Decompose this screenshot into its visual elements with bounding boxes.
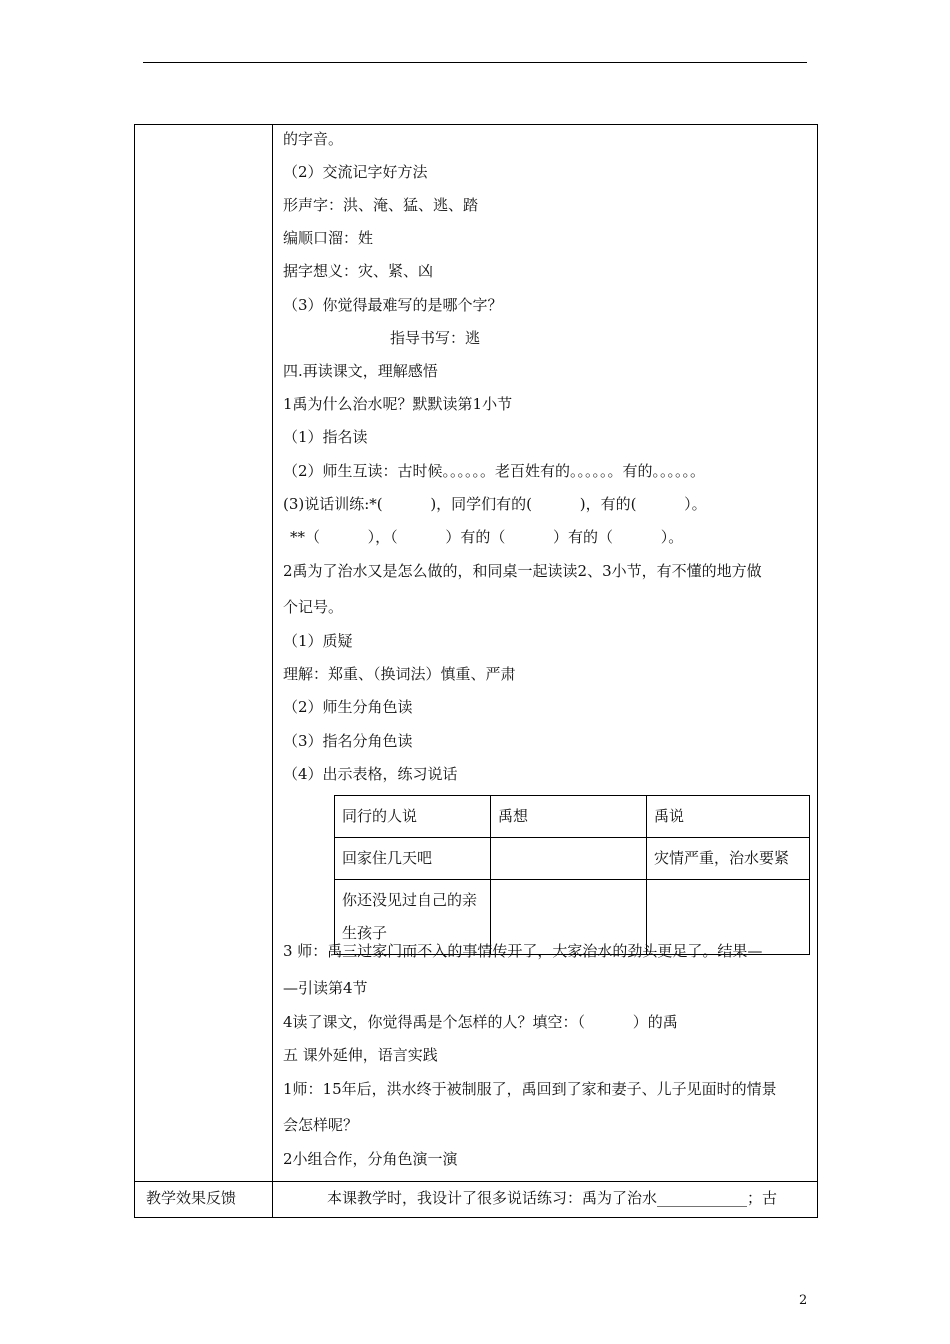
section-heading: 五 课外延伸，语言实践 bbox=[283, 1046, 438, 1064]
text-line: （2）师生分角色读 bbox=[283, 698, 413, 716]
dialogue-practice-table bbox=[334, 795, 810, 955]
text-line: 个记号。 bbox=[283, 598, 344, 616]
text-line: 1禹为什么治水呢？默默读第1小节 bbox=[283, 395, 513, 413]
text-line: （2）交流记字好方法 bbox=[283, 163, 428, 181]
text-line: 理解：郑重、（换词法）慎重、严肃 bbox=[283, 665, 516, 683]
text-line: 的字音。 bbox=[283, 130, 344, 148]
table-cell: 回家住几天吧 bbox=[335, 838, 491, 880]
table-row bbox=[335, 796, 810, 838]
text-line: 据字想义：灾、紧、凶 bbox=[283, 262, 434, 280]
text-line: 形声字：洪、淹、猛、逃、踏 bbox=[283, 196, 479, 214]
text-line: 3 师：禹三过家门而不入的事情传开了，大家治水的劲头更足了。结果— bbox=[283, 942, 763, 960]
table-cell: 你还没见过自己的亲生孩子 bbox=[335, 880, 491, 955]
text-line: 编顺口溜：姓 bbox=[283, 229, 374, 247]
text-line: —引读第4节 bbox=[283, 979, 368, 997]
table-header-cell: 同行的人说 bbox=[335, 796, 491, 838]
table-cell bbox=[491, 838, 647, 880]
text-line: 4读了课文，你觉得禹是个怎样的人？填空：（ ）的禹 bbox=[283, 1013, 678, 1031]
page-number: 2 bbox=[799, 1293, 808, 1308]
text-line: （4）出示表格，练习说话 bbox=[283, 765, 458, 783]
text-line: （3）指名分角色读 bbox=[283, 732, 413, 750]
table-header-cell: 禹说 bbox=[647, 796, 810, 838]
feedback-row-divider bbox=[134, 1181, 818, 1182]
text-line: **（ ），（ ）有的（ ）有的（ ）。 bbox=[290, 528, 684, 546]
table-header-cell: 禹想 bbox=[491, 796, 647, 838]
text-line: （2）师生互读：古时候。。。。。。老百姓有的。。。。。。有的。。。。。。 bbox=[283, 462, 706, 480]
feedback-label: 教学效果反馈 bbox=[146, 1189, 237, 1207]
text-line: （1）指名读 bbox=[283, 428, 368, 446]
header-rule bbox=[143, 62, 807, 63]
text-line: （3）你觉得最难写的是哪个字？ bbox=[283, 296, 503, 314]
text-line: (3)说话训练:*( )，同学们有的( )，有的( ）。 bbox=[283, 495, 707, 513]
section-heading: 四.再读课文，理解感悟 bbox=[283, 362, 438, 380]
column-divider bbox=[272, 124, 273, 1218]
feedback-text: 本课教学时，我设计了很多说话练习：禹为了治水____________；古 bbox=[327, 1189, 778, 1207]
text-line: （1）质疑 bbox=[283, 632, 353, 650]
table-row bbox=[335, 838, 810, 880]
text-line: 2禹为了治水又是怎么做的，和同桌一起读读2、3小节，有不懂的地方做 bbox=[283, 562, 762, 580]
text-line: 指导书写：逃 bbox=[390, 329, 481, 347]
text-line: 1师：15年后，洪水终于被制服了，禹回到了家和妻子、儿子见面时的情景 bbox=[283, 1080, 777, 1098]
text-line: 2小组合作，分角色演一演 bbox=[283, 1150, 458, 1168]
text-line: 会怎样呢？ bbox=[283, 1116, 359, 1134]
table-cell: 灾情严重，治水要紧 bbox=[647, 838, 810, 880]
